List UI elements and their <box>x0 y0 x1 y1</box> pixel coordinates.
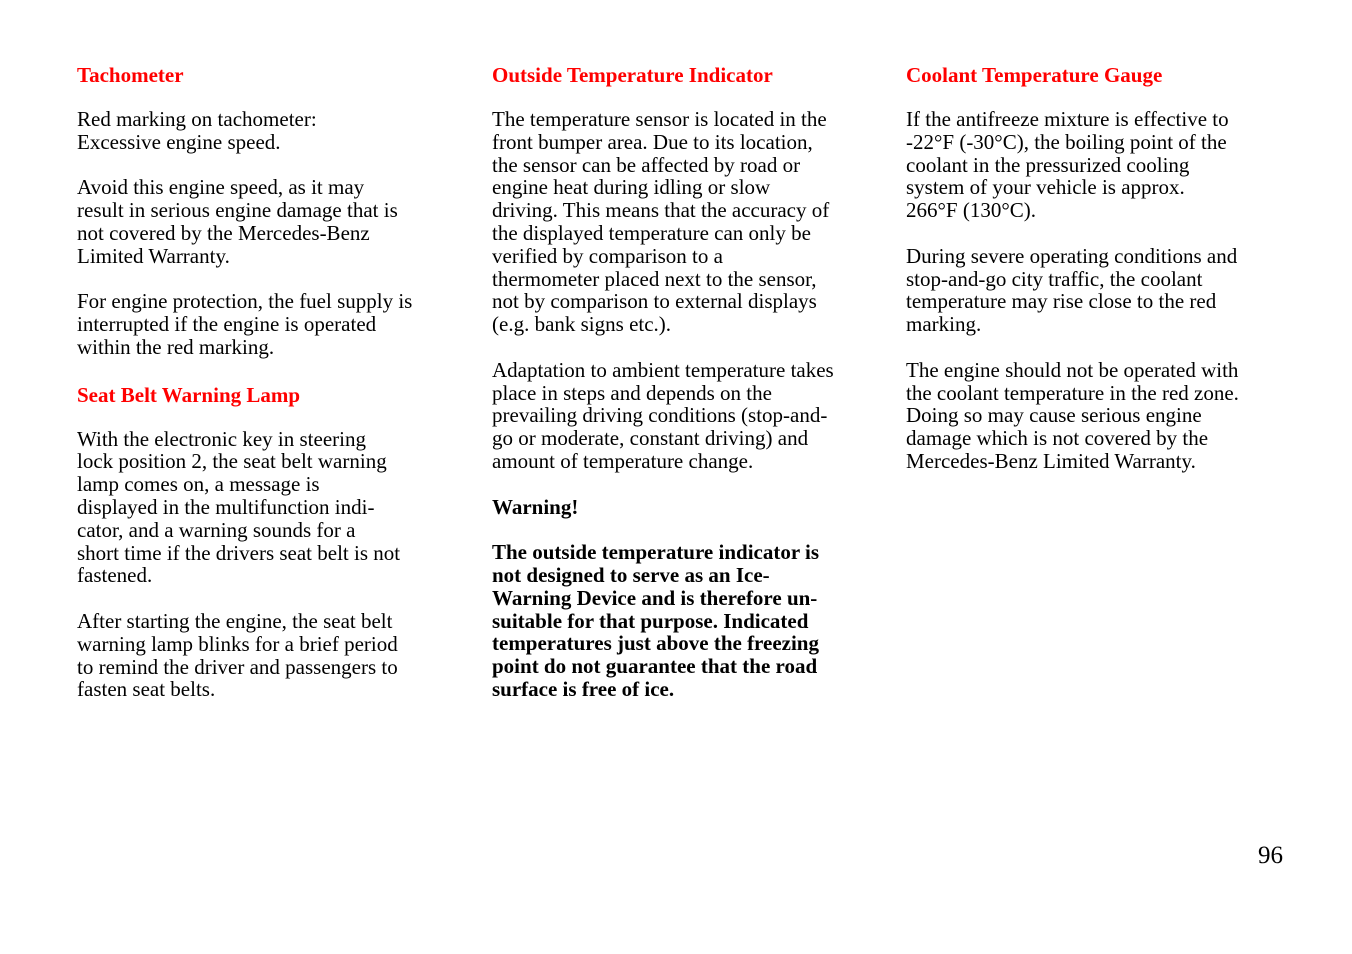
paragraph: During severe operating conditions and stop-and-go city traffic, the coolant temperature may rise close to the red marking. <box>906 243 1238 337</box>
heading-outside-temperature-indicator: Outside Temperature Indicator <box>492 63 773 87</box>
warning-label: Warning! <box>492 494 579 519</box>
page-number: 96 <box>1258 842 1283 869</box>
column-left <box>77 62 457 724</box>
paragraph: Avoid this engine speed, as it may result in serious engine damage that is not covered by the Mercedes-Benz Limited Warranty. <box>77 175 398 268</box>
paragraph: The engine should not be operated with the coolant temperature in the red zone. Doing so may cause serious engine damage which is not covered by the Mercedes-Benz Limited Warranty. <box>906 357 1239 473</box>
paragraph: With the electronic key in steering lock position 2, the seat belt warning lamp comes on, a message is displayed in the multifunction indi- cator, and a warning sounds for a short time if the drivers seat belt is not fastened. <box>77 426 401 588</box>
heading-seat-belt-warning-lamp: Seat Belt Warning Lamp <box>77 382 301 407</box>
paragraph: For engine protection, the fuel supply is interrupted if the engine is operated within the red marking. <box>77 289 413 359</box>
paragraph: If the antifreeze mixture is effective to -22°F (-30°C), the boiling point of the coolant in the pressurized cooling system of your vehicle is approx. 266°F (130°C). <box>906 107 1229 223</box>
column-middle <box>492 62 872 724</box>
paragraph: Red marking on tachometer: Excessive engine speed. <box>77 107 317 154</box>
heading-coolant-temperature-gauge: Coolant Temperature Gauge <box>906 63 1163 87</box>
warning-text: The outside temperature indicator is not designed to serve as an Ice- Warning Device and is therefore un- suitable for that purpose. Indicated temperatures just above the freezing point do not guarantee that the road surface is free of ice. <box>492 540 820 701</box>
paragraph: Adaptation to ambient temperature takes place in steps and depends on the prevailing driving conditions (stop-and- go or moderate, constant driving) and amount of temperature change. <box>492 357 834 473</box>
paragraph: After starting the engine, the seat belt warning lamp blinks for a brief period to remind the driver and passengers to fasten seat belts. <box>77 608 398 702</box>
column-right <box>906 62 1286 496</box>
heading-tachometer: Tachometer <box>77 63 184 87</box>
paragraph: The temperature sensor is located in the front bumper area. Due to its location, the sensor can be affected by road or engine heat during idling or slow driving. This means that the accuracy of the displayed temperature can only be verified by comparison to a thermometer placed next to the sensor, not by comparison to external displays (e.g. bank signs etc.). <box>492 107 830 337</box>
